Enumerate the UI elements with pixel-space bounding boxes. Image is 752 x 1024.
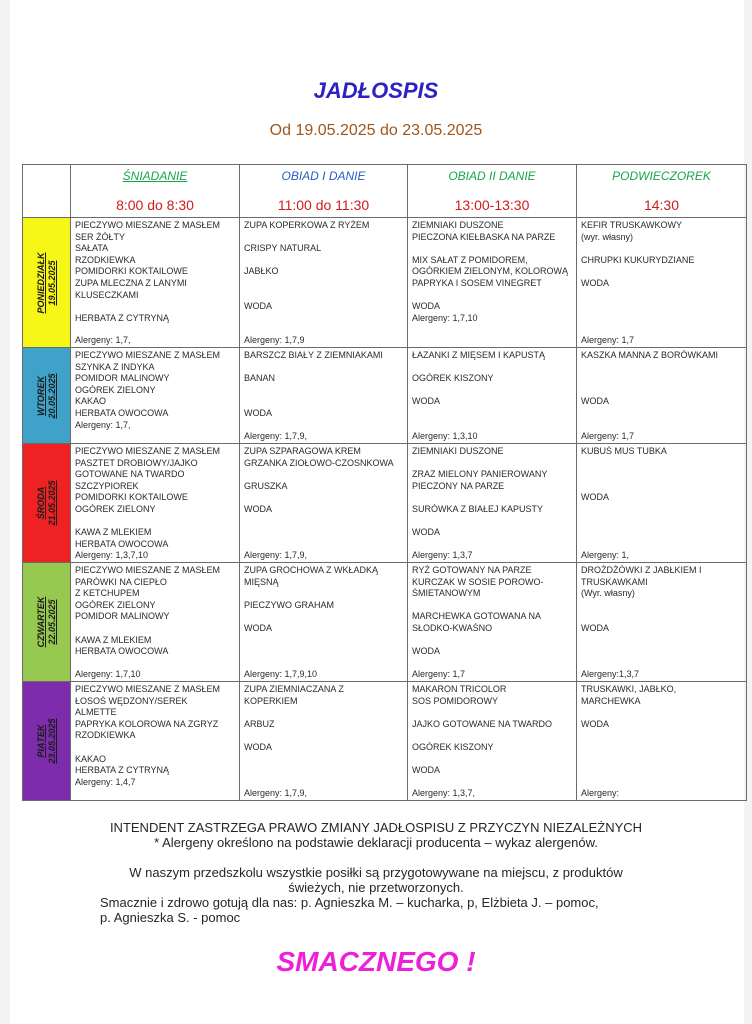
allergen-info: Alergeny: 1,7,9, [244, 431, 308, 441]
allergen-info: Alergeny: 1,7,10 [412, 312, 478, 323]
meal-time: 11:00 do 11:30 [277, 197, 370, 213]
menu-cell [71, 218, 240, 348]
day-date: 21.05.2025 [46, 480, 57, 526]
menu-items [408, 218, 576, 324]
menu-item [581, 707, 742, 719]
date-range: Od 19.05.2025 do 23.05.2025 [269, 122, 483, 139]
menu-item: SZYNKA Z INDYKA [75, 361, 155, 372]
menu-cell [408, 681, 577, 800]
menu-item: KLUSECZKAMI [75, 289, 139, 300]
menu-item: MARCHEWKA [581, 695, 641, 706]
day-row-wednesday [23, 444, 747, 563]
day-label [36, 480, 58, 525]
menu-item: WODA [244, 622, 272, 633]
menu-item [581, 600, 742, 612]
day-row-friday [23, 681, 747, 800]
menu-item [75, 742, 235, 754]
menu-item [581, 243, 742, 255]
menu-items [240, 218, 407, 313]
menu-cell [408, 348, 577, 444]
closing-message: SMACZNEGO ! [276, 946, 476, 977]
menu-item [412, 290, 572, 302]
allergen-info: Alergeny: 1,7 [581, 431, 635, 441]
menu-cell [240, 348, 408, 444]
day-name: PIĄTEK [35, 724, 46, 758]
day-name: WTOREK [35, 375, 46, 416]
menu-item: WODA [581, 622, 609, 633]
menu-item: ZUPA KOPERKOWA Z RYŻEM [244, 220, 370, 230]
day-label [36, 252, 58, 313]
menu-item: GRZANKA ZIOŁOWO-CZOSNKOWA [244, 457, 394, 468]
menu-item: GRUSZKA [244, 480, 288, 491]
day-cell-monday [23, 218, 71, 348]
menu-item: ZUPA SZPARAGOWA KREM [244, 446, 361, 456]
menu-item: JABŁKO [244, 266, 279, 277]
day-date: 19.05.2025 [46, 259, 57, 306]
meal-header-lunch-second [408, 165, 577, 218]
menu-cell [240, 218, 408, 348]
menu-items [408, 563, 576, 658]
allergen-info: Alergeny: 1,7,9,10 [244, 668, 318, 679]
day-cell-thursday [23, 562, 71, 681]
menu-item [412, 730, 572, 742]
meal-name: PODWIECZOREK [612, 169, 711, 183]
menu-item: WODA [581, 492, 609, 503]
menu-item: CRISPY NATURAL [244, 243, 322, 254]
menu-cell [408, 562, 577, 681]
menu-item [75, 623, 235, 635]
menu-item: PARÓWKI NA CIEPŁO [75, 576, 167, 587]
menu-item [412, 754, 572, 766]
menu-items [71, 682, 239, 788]
page-title: JADŁOSPIS [313, 78, 439, 103]
menu-item [75, 301, 235, 313]
menu-item: PIECZYWO MIESZANE Z MASŁEM [75, 446, 221, 456]
menu-item [412, 600, 572, 612]
menu-item: ŁAZANKI Z MIĘSEM I KAPUSTĄ [412, 350, 546, 360]
menu-items [408, 682, 576, 777]
menu-item: PIECZYWO MIESZANE Z MASŁEM [75, 564, 221, 575]
allergen-info: Alergeny: 1,7,9, [244, 787, 308, 798]
menu-item: HERBATA Z CYTRYNĄ [75, 312, 170, 323]
menu-item [244, 232, 403, 244]
menu-item [412, 243, 572, 255]
allergen-info: Alergeny:1,3,7 [581, 668, 640, 679]
meal-time: 14:30 [643, 197, 680, 213]
allergen-info: Alergeny: 1,3,7, [412, 787, 476, 798]
menu-item: WODA [412, 765, 440, 776]
menu-item: POMIDOR MALINOWY [75, 373, 170, 384]
menu-item: HERBATA OWOCOWA [75, 407, 169, 418]
corner-cell [23, 165, 71, 218]
day-cell-tuesday [23, 348, 71, 444]
menu-item: DROŻDŻÓWKI Z JABŁKIEM I [581, 564, 702, 575]
day-label [36, 718, 58, 763]
menu-item: ŁOSOŚ WĘDZONY/SEREK [75, 695, 188, 706]
menu-item: RZODKIEWKA [75, 254, 136, 265]
menu-items [577, 218, 746, 290]
menu-item: OGÓREK ZIELONY [75, 503, 156, 514]
menu-items [577, 444, 746, 504]
menu-cell [577, 562, 747, 681]
menu-cell [240, 444, 408, 563]
menu-item: HERBATA OWOCOWA [75, 538, 169, 549]
menu-item [244, 469, 403, 481]
meal-name: OBIAD II DANIE [448, 169, 536, 183]
allergen-info: Alergeny: 1,7,9, [244, 549, 308, 560]
menu-item [581, 385, 742, 397]
menu-item: TRUSKAWKI, JABŁKO, [581, 683, 677, 694]
notice-cooks: Smacznie i zdrowo gotują dla nas: p. Agnieszka M. – kucharka, p, Elżbieta J. – pomoc, [100, 895, 599, 910]
menu-item [581, 362, 742, 374]
menu-item [581, 458, 742, 470]
menu-item: WODA [412, 527, 440, 538]
menu-item: KOPERKIEM [244, 695, 298, 706]
day-label [36, 597, 58, 648]
menu-cell [71, 562, 240, 681]
menu-item: BANAN [244, 373, 276, 384]
menu-item: KAKAO [75, 396, 107, 407]
menu-item: WODA [412, 646, 440, 657]
day-name: ŚRODA [35, 486, 46, 520]
menu-item: WODA [244, 741, 272, 752]
menu-items [408, 444, 576, 539]
menu-item: ŚMIETANOWYM [412, 588, 481, 599]
menu-item [581, 373, 742, 385]
menu-item [244, 278, 403, 290]
allergen-info: Alergeny: 1,3,7,10 [75, 550, 149, 561]
menu-item [412, 385, 572, 397]
menu-item: HERBATA Z CYTRYNĄ [75, 765, 170, 776]
menu-item [244, 707, 403, 719]
menu-item: KEFIR TRUSKAWKOWY [581, 220, 683, 230]
meal-header-lunch-first [240, 165, 408, 218]
menu-item: KAWA Z MLEKIEM [75, 634, 152, 645]
menu-item: WODA [581, 277, 609, 288]
menu-item: CHRUPKI KUKURYDZIANE [581, 254, 695, 265]
day-date: 22.05.2025 [46, 599, 57, 645]
day-cell-friday [23, 681, 71, 800]
menu-item: PAPRYKA I SOSEM VINEGRET [412, 277, 542, 288]
footer-notes [0, 820, 752, 925]
day-name: CZWARTEK [35, 596, 46, 648]
menu-item [412, 458, 572, 470]
menu-item: POMIDORKI KOKTAILOWE [75, 266, 188, 277]
menu-item: GOTOWANE NA TWARDO [75, 469, 185, 480]
menu-item [244, 492, 403, 504]
allergen-info: Alergeny: 1,7, [75, 419, 131, 430]
menu-item [244, 396, 403, 408]
day-row-thursday [23, 562, 747, 681]
menu-item: PIECZYWO MIESZANE Z MASŁEM [75, 350, 221, 360]
notice-preparation-cont: świeżych, nie przetworzonych. [288, 880, 464, 895]
menu-item: SOS POMIDOROWY [412, 695, 499, 706]
menu-item [244, 290, 403, 302]
menu-cell [240, 681, 408, 800]
menu-item: PIECZYWO GRAHAM [244, 599, 335, 610]
menu-item: RZODKIEWKA [75, 730, 136, 741]
menu-item: POMIDORKI KOKTAILOWE [75, 492, 188, 503]
menu-item [412, 492, 572, 504]
menu-item: PIECZONA KIEŁBASKA NA PARZE [412, 231, 556, 242]
menu-item: POMIDOR MALINOWY [75, 611, 170, 622]
allergen-info: Alergeny: 1,7 [412, 668, 466, 679]
menu-item: ZRAZ MIELONY PANIEROWANY [412, 469, 548, 480]
allergen-info: Alergeny: 1,3,7 [412, 549, 473, 560]
menu-item: WODA [244, 301, 272, 312]
menu-item [581, 266, 742, 278]
menu-cell [71, 444, 240, 563]
meal-header-row [23, 165, 747, 218]
menu-item: Z KETCHUPEM [75, 588, 140, 599]
menu-items [71, 218, 239, 324]
allergen-info: Alergeny: 1,7,10 [75, 668, 141, 679]
menu-items [71, 563, 239, 658]
menu-cell [577, 681, 747, 800]
menu-item [412, 707, 572, 719]
day-row-monday [23, 218, 747, 348]
menu-item: ALMETTE [75, 707, 117, 718]
menu-item: WODA [412, 301, 440, 312]
menu-item: PAPRYKA KOLOROWA NA ZGRYZ [75, 718, 219, 729]
menu-item [244, 362, 403, 374]
menu-item [412, 516, 572, 528]
menu-item [75, 516, 235, 528]
notice-preparation: W naszym przedszkolu wszystkie posiłki są przygotowywane na miejscu, z produktów [129, 865, 623, 880]
menu-items [240, 348, 407, 420]
menu-item: KAWA Z MLEKIEM [75, 527, 152, 538]
menu-item: KURCZAK W SOSIE POROWO- [412, 576, 544, 587]
menu-cell [240, 562, 408, 681]
menu-item: ARBUZ [244, 718, 275, 729]
menu-cell [577, 444, 747, 563]
menu-item: SURÓWKA Z BIAŁEJ KAPUSTY [412, 503, 544, 514]
menu-item: TRUSKAWKAMI [581, 576, 648, 587]
menu-item [244, 611, 403, 623]
menu-item: SZCZYPIOREK [75, 480, 139, 491]
menu-item: WODA [581, 396, 609, 407]
day-label [36, 373, 58, 418]
allergen-info: Alergeny: 1,7 [581, 335, 635, 345]
menu-items [240, 563, 407, 635]
allergen-info: Alergeny: 1, [581, 549, 630, 560]
menu-item: WODA [581, 718, 609, 729]
menu-cell [71, 348, 240, 444]
menu-item: PIECZYWO MIESZANE Z MASŁEM [75, 220, 221, 230]
menu-item: KASZKA MANNA Z BORÓWKAMI [581, 350, 719, 360]
meal-time: 13:00-13:30 [454, 197, 530, 213]
menu-items [240, 682, 407, 754]
menu-item: OGÓREK ZIELONY [75, 599, 156, 610]
menu-item: HERBATA OWOCOWA [75, 646, 169, 657]
day-date: 20.05.2025 [46, 372, 57, 419]
menu-item: MAKARON TRICOLOR [412, 683, 507, 694]
allergen-info: Alergeny: 1,4,7 [75, 776, 136, 787]
menu-item: OGÓREK KISZONY [412, 373, 494, 384]
menu-cell [71, 681, 240, 800]
menu-item [244, 588, 403, 600]
meal-header-breakfast [71, 165, 240, 218]
menu-item: WODA [244, 407, 272, 418]
menu-item [581, 469, 742, 481]
meal-name: OBIAD I DANIE [281, 169, 366, 183]
menu-item: WODA [412, 396, 440, 407]
menu-item: PIECZYWO MIESZANE Z MASŁEM [75, 683, 221, 694]
menu-item: ZUPA GROCHOWA Z WKŁADKĄ [244, 564, 379, 575]
menu-item: BARSZCZ BIAŁY Z ZIEMNIAKAMI [244, 350, 383, 360]
allergen-info: Alergeny: 1,3,10 [412, 431, 478, 441]
menu-item [581, 611, 742, 623]
menu-item [412, 635, 572, 647]
menu-item: MIX SAŁAT Z POMIDOREM, [412, 254, 528, 265]
day-row-tuesday [23, 348, 747, 444]
allergen-info: Alergeny: 1,7, [75, 335, 131, 345]
menu-cell [408, 444, 577, 563]
menu-item: WODA [244, 503, 272, 514]
menu-item: RYŻ GOTOWANY NA PARZE [412, 564, 532, 575]
menu-items [71, 348, 239, 431]
menu-item: MIĘSNĄ [244, 576, 279, 587]
menu-item: ZUPA MLECZNA Z LANYMI [75, 277, 187, 288]
menu-item: ZIEMNIAKI DUSZONE [412, 220, 504, 230]
menu-items [408, 348, 576, 408]
menu-table [22, 164, 747, 801]
meal-time: 8:00 do 8:30 [116, 197, 194, 213]
menu-item: PASZTET DROBIOWY/JAJKO [75, 457, 198, 468]
menu-item: (wyr. własny) [581, 231, 634, 242]
menu-item: SAŁATA [75, 243, 109, 254]
menu-items [577, 682, 746, 730]
day-name: PONIEDZIAŁK [35, 251, 46, 314]
menu-item: KUBUŚ MUS TUBKA [581, 446, 667, 456]
menu-item: MARCHEWKA GOTOWANA NA [412, 611, 542, 622]
menu-cell [577, 218, 747, 348]
menu-item: ZUPA ZIEMNIACZANA Z [244, 683, 344, 694]
menu-item: OGÓRKIEM ZIELONYM, KOLOROWĄ [412, 266, 569, 277]
menu-item: KAKAO [75, 753, 107, 764]
menu-item [412, 362, 572, 374]
day-date: 23.05.2025 [46, 718, 57, 764]
notice-cooks-cont: p. Agnieszka S. - pomoc [100, 910, 241, 925]
notice-allergens: * Alergeny określono na podstawie deklaracji producenta – wykaz alergenów. [154, 835, 598, 850]
notice-change: INTENDENT ZASTRZEGA PRAWO ZMIANY JADŁOSPISU Z PRZYCZYN NIEZALEŻNYCH [109, 820, 643, 835]
menu-items [71, 444, 239, 562]
menu-item: PIECZONY NA PARZE [412, 480, 505, 491]
menu-item: OGÓREK KISZONY [412, 741, 494, 752]
menu-item: OGÓREK ZIELONY [75, 384, 156, 395]
allergen-info: Alergeny: 1,7,9 [244, 335, 305, 345]
day-cell-wednesday [23, 444, 71, 563]
meal-header-snack [577, 165, 747, 218]
menu-item [581, 481, 742, 493]
menu-item [244, 255, 403, 267]
allergen-info: Alergeny: [581, 787, 620, 798]
menu-item [244, 730, 403, 742]
menu-items [577, 348, 746, 408]
menu-item: (Wyr. własny) [581, 588, 635, 599]
meal-name: ŚNIADANIE [122, 169, 188, 183]
menu-item: SŁODKO-KWAŚNO [412, 622, 493, 633]
menu-items [577, 563, 746, 635]
menu-item: SER ŻÓŁTY [75, 231, 126, 242]
menu-cell [577, 348, 747, 444]
menu-item: JAJKO GOTOWANE NA TWARDO [412, 718, 553, 729]
menu-item: ZIEMNIAKI DUSZONE [412, 446, 504, 456]
menu-item [244, 385, 403, 397]
menu-items [240, 444, 407, 516]
menu-cell [408, 218, 577, 348]
